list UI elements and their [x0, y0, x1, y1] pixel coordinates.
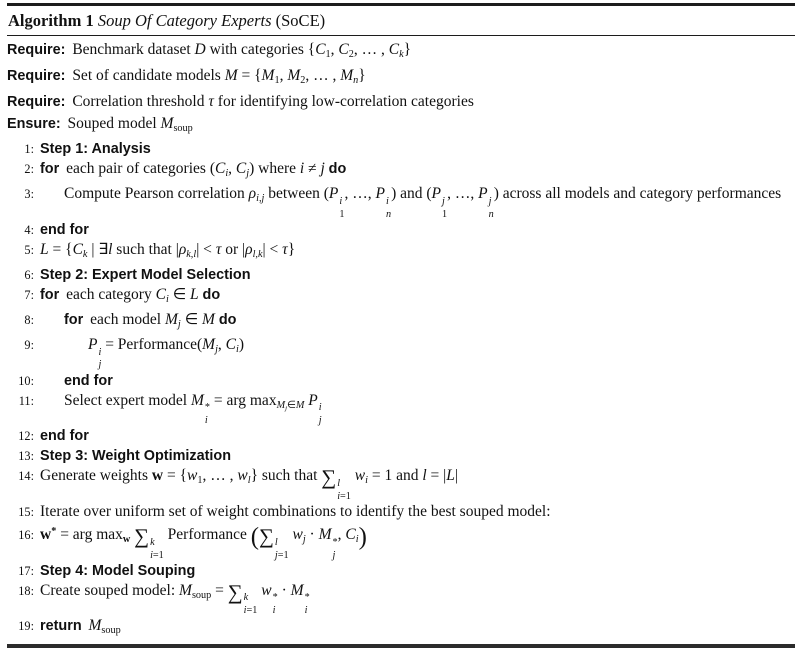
math-segment: j [274, 549, 278, 561]
math-segment: , …, [447, 185, 479, 203]
line-content [40, 466, 795, 502]
math-segment: ∑ l j=1 [258, 523, 289, 561]
algo-line [7, 391, 795, 427]
math-segment: M [295, 399, 305, 411]
math-segment: D [194, 40, 206, 58]
math-segment: i [299, 160, 305, 178]
math-segment: * [304, 592, 310, 604]
line-number: 5: [24, 242, 34, 257]
math-segment: ∈ [180, 311, 203, 328]
line-content [40, 335, 795, 371]
math-segment: $C_i$ [345, 526, 359, 546]
line-content [7, 91, 795, 113]
math-segment: Step 1: Analysis [40, 141, 151, 158]
math-segment: $C_k$ [388, 40, 404, 61]
math-segment: Step 2: Expert Model Selection [40, 266, 251, 283]
math-segment: ) [358, 523, 367, 551]
math-segment: w [151, 467, 164, 485]
math-segment: = Performance( [101, 336, 203, 354]
math-segment: ) and ( [391, 185, 432, 203]
math-segment: j [320, 160, 325, 178]
math-segment: $C_i$ [214, 160, 229, 180]
algo-line [7, 502, 795, 522]
math-segment: between ( [264, 185, 329, 203]
math-segment: = | [426, 467, 447, 485]
algo-line [7, 159, 795, 184]
math-segment: =1 [340, 490, 351, 502]
math-segment: Performance [163, 526, 251, 544]
algo-line [7, 310, 795, 335]
line-content [40, 446, 795, 466]
line-number: 11: [18, 393, 34, 408]
math-segment: $C_2$ [338, 40, 354, 61]
math-segment: ∈ [286, 399, 296, 411]
math-segment: 2 [300, 75, 306, 87]
math-segment: i [150, 549, 153, 561]
math-segment: ∑ l i=1 [321, 465, 351, 502]
math-segment: or | [221, 240, 246, 258]
math-segment: ∑ k i=1 [227, 579, 258, 617]
math-segment: ∈ [168, 285, 191, 303]
line-content [40, 265, 795, 285]
math-segment: end for [40, 428, 89, 445]
math-segment: , … , [305, 67, 341, 85]
math-segment: $C_j$ [235, 160, 250, 180]
math-segment: $M_j$ [164, 311, 181, 331]
line-content [40, 310, 795, 335]
math-segment: Iterate over uniform set of weight combinations to identify the best souped model: [40, 502, 551, 520]
math-segment: = 1 and [367, 467, 423, 485]
line-number: 6: [24, 267, 34, 282]
math-segment: } [358, 67, 366, 85]
math-segment: w * i [261, 581, 278, 617]
algo-line [7, 522, 795, 561]
algo-line [7, 65, 795, 91]
math-segment: do [202, 286, 221, 303]
math-segment: = arg $\max_{M_j\in M}$ [210, 391, 305, 412]
math-segment: 1 [325, 49, 331, 61]
math-segment: M * i [190, 391, 210, 427]
math-segment: $M_j$ [202, 336, 218, 356]
math-segment: $M_1$ [261, 67, 280, 87]
line-content [40, 502, 795, 522]
math-segment: Require: [7, 94, 66, 111]
line-number: 15: [18, 504, 34, 519]
math-segment: each category [62, 285, 156, 303]
math-segment: ∑ k i=1 [134, 523, 164, 561]
math-segment: 1 [274, 75, 280, 87]
math-segment: $w_1$ [187, 467, 203, 487]
math-segment: Require: [7, 68, 66, 85]
line-number: 3: [24, 187, 34, 202]
algo-line [7, 466, 795, 502]
math-segment: soup [191, 589, 212, 601]
math-segment: for [40, 161, 60, 178]
math-segment: L [40, 240, 49, 258]
algorithm-title: Soup Of Category Experts [93, 10, 276, 30]
math-segment: Step 3: Weight Optimization [40, 448, 232, 465]
math-segment: L [446, 467, 455, 485]
math-segment: , … , [353, 40, 389, 58]
math-segment: soup [173, 123, 193, 135]
math-segment: 2 [348, 49, 354, 61]
line-number: 16: [18, 528, 34, 543]
line-number: 2: [24, 162, 34, 177]
math-segment: = { [48, 240, 73, 258]
math-segment: Create souped model: [40, 581, 180, 599]
math-segment: l [422, 467, 427, 485]
line-number: 7: [24, 287, 34, 302]
algo-line [7, 371, 795, 391]
math-segment: 1 [197, 475, 203, 487]
math-segment: $M_{soup}$ [179, 581, 212, 601]
line-number: 12: [18, 429, 34, 444]
math-segment: $\rho_{l,k}$ [245, 240, 263, 260]
math-segment: such that | [112, 240, 179, 258]
line-content [7, 65, 795, 91]
math-segment: } [403, 40, 412, 58]
math-segment: l [108, 240, 113, 258]
math-segment: end for [64, 372, 113, 389]
line-content [40, 616, 795, 641]
math-segment: w* [40, 525, 57, 544]
math-segment: , [228, 160, 236, 178]
math-segment: ≠ [304, 160, 321, 178]
math-segment: $M_2$ [287, 67, 306, 87]
line-content [40, 285, 795, 310]
math-segment: return [40, 618, 82, 635]
line-content [40, 220, 795, 240]
algorithm-body [7, 36, 795, 641]
math-segment: L [190, 285, 199, 303]
algo-line [7, 139, 795, 159]
math-segment: , … , [202, 467, 238, 485]
math-segment: for [40, 286, 60, 303]
math-segment: } such that [250, 467, 322, 485]
math-segment: τ [215, 240, 222, 258]
math-segment: Set of candidate models [68, 67, 225, 85]
math-segment: Benchmark dataset [68, 40, 195, 58]
line-content [40, 184, 795, 220]
math-segment: with categories { [205, 40, 316, 58]
math-segment: , …, [344, 185, 376, 203]
algo-line [7, 285, 795, 310]
line-content [40, 561, 795, 581]
math-segment: P i n [375, 185, 392, 220]
math-segment: Compute Pearson correlation [64, 185, 249, 203]
math-segment: = { [237, 67, 262, 85]
line-content [40, 139, 795, 159]
line-content [40, 391, 795, 427]
math-segment: $w_j$ [292, 526, 306, 546]
line-number: 1: [24, 142, 34, 157]
line-number: 18: [18, 583, 34, 598]
math-segment: = { [163, 467, 188, 485]
math-segment: $C_1$ [315, 40, 331, 61]
line-number: 4: [24, 222, 34, 237]
math-segment: } [287, 240, 296, 258]
math-segment: P j 1 [431, 185, 448, 220]
math-segment: $M_j$ [276, 399, 287, 412]
math-segment: P i 1 [328, 185, 345, 220]
math-segment: · [277, 581, 291, 599]
math-segment: P i j [308, 391, 322, 427]
math-segment: each pair of categories ( [62, 160, 215, 178]
math-segment: · [305, 526, 319, 544]
math-segment: $\rho_{i,j}$ [248, 185, 265, 205]
math-segment: M [202, 311, 215, 328]
line-content [40, 240, 795, 265]
math-segment: , [337, 526, 346, 544]
line-content [40, 371, 795, 391]
line-number: 17: [18, 563, 34, 578]
math-segment: , [279, 67, 288, 85]
math-segment: P j n [478, 185, 494, 220]
math-segment: $w_l$ [237, 467, 251, 487]
math-segment: do [218, 312, 237, 328]
algo-line [7, 113, 795, 139]
math-segment: $\rho_{k,l}$ [178, 240, 197, 260]
math-segment: $M_n$ [340, 67, 359, 87]
math-segment: do [328, 161, 347, 178]
algorithm-suffix: (SoCE) [275, 10, 326, 30]
math-segment: end for [40, 221, 89, 238]
algo-line [7, 265, 795, 285]
math-segment: | < [196, 240, 216, 258]
math-segment: = arg $\max_w$ [56, 526, 131, 546]
algo-line [7, 561, 795, 581]
line-content [40, 159, 795, 184]
algo-line [7, 184, 795, 220]
math-segment: ) across all models and category performances [493, 185, 782, 203]
math-segment: for [64, 312, 84, 328]
algo-line [7, 39, 795, 65]
math-segment: * [51, 525, 57, 537]
math-segment: , [217, 336, 226, 354]
math-segment: soup [101, 625, 121, 637]
math-segment: * [204, 402, 210, 414]
math-segment: i [243, 605, 247, 617]
line-number: 10: [18, 373, 34, 388]
math-segment: | [454, 467, 458, 485]
algo-line [7, 335, 795, 371]
line-number: 13: [18, 449, 34, 464]
line-number: 14: [18, 469, 34, 484]
math-segment: $M_{soup}$ [160, 115, 193, 135]
math-segment: for identifying low-correlation categories [213, 93, 474, 111]
math-segment: P i j [88, 336, 102, 371]
bottom-rule [7, 644, 795, 647]
line-content [7, 113, 795, 139]
math-segment: , [330, 40, 339, 58]
math-segment: =1 [277, 549, 289, 561]
algo-line [7, 220, 795, 240]
algo-line [7, 616, 795, 641]
math-segment: Require: [7, 41, 66, 58]
line-number: 19: [18, 619, 34, 634]
algo-line [7, 91, 795, 113]
math-segment: 1 [339, 208, 345, 220]
math-segment: i [337, 490, 341, 502]
math-segment: = [211, 581, 228, 599]
math-segment: $C_k$ [72, 240, 88, 260]
math-segment: $C_i$ [155, 285, 169, 305]
math-segment: each model [86, 311, 165, 328]
math-segment: Generate weights [40, 467, 152, 485]
math-segment: 1 [442, 208, 448, 220]
math-segment: Correlation threshold [68, 93, 209, 111]
math-segment: Ensure: [7, 116, 61, 133]
line-number: 9: [24, 338, 34, 353]
math-segment: τ [282, 240, 288, 258]
math-segment: M [224, 67, 238, 85]
math-segment: * [272, 592, 278, 604]
algo-line [7, 446, 795, 466]
math-segment: w [122, 534, 131, 546]
math-segment: ( [250, 523, 259, 551]
line-content [40, 581, 795, 617]
math-segment: =1 [246, 605, 258, 617]
algo-line [7, 426, 795, 446]
math-segment: Step 4: Model Souping [40, 562, 196, 579]
line-number: 8: [24, 313, 34, 327]
line-content [40, 522, 795, 561]
algorithm-header [7, 6, 795, 35]
algorithm-label: Algorithm 1 [8, 10, 94, 30]
math-segment: $C_i$ [225, 336, 239, 356]
math-segment: ) [238, 336, 245, 354]
math-segment: τ [208, 93, 214, 111]
math-segment: =1 [152, 549, 164, 561]
line-content [7, 39, 795, 65]
math-segment: Select expert model [64, 391, 191, 409]
math-segment: | < [262, 240, 283, 258]
math-segment: $M_{soup}$ [88, 617, 121, 637]
math-segment: Souped model [63, 115, 161, 133]
algo-line [7, 581, 795, 617]
algo-line [7, 240, 795, 265]
math-segment: M * i [290, 581, 310, 617]
math-segment: $w_i$ [354, 467, 368, 487]
math-segment: | ∃ [87, 240, 109, 258]
line-content [40, 426, 795, 446]
math-segment: M * j [318, 526, 338, 561]
math-segment: ) where [249, 160, 300, 178]
math-segment: * [332, 536, 338, 548]
